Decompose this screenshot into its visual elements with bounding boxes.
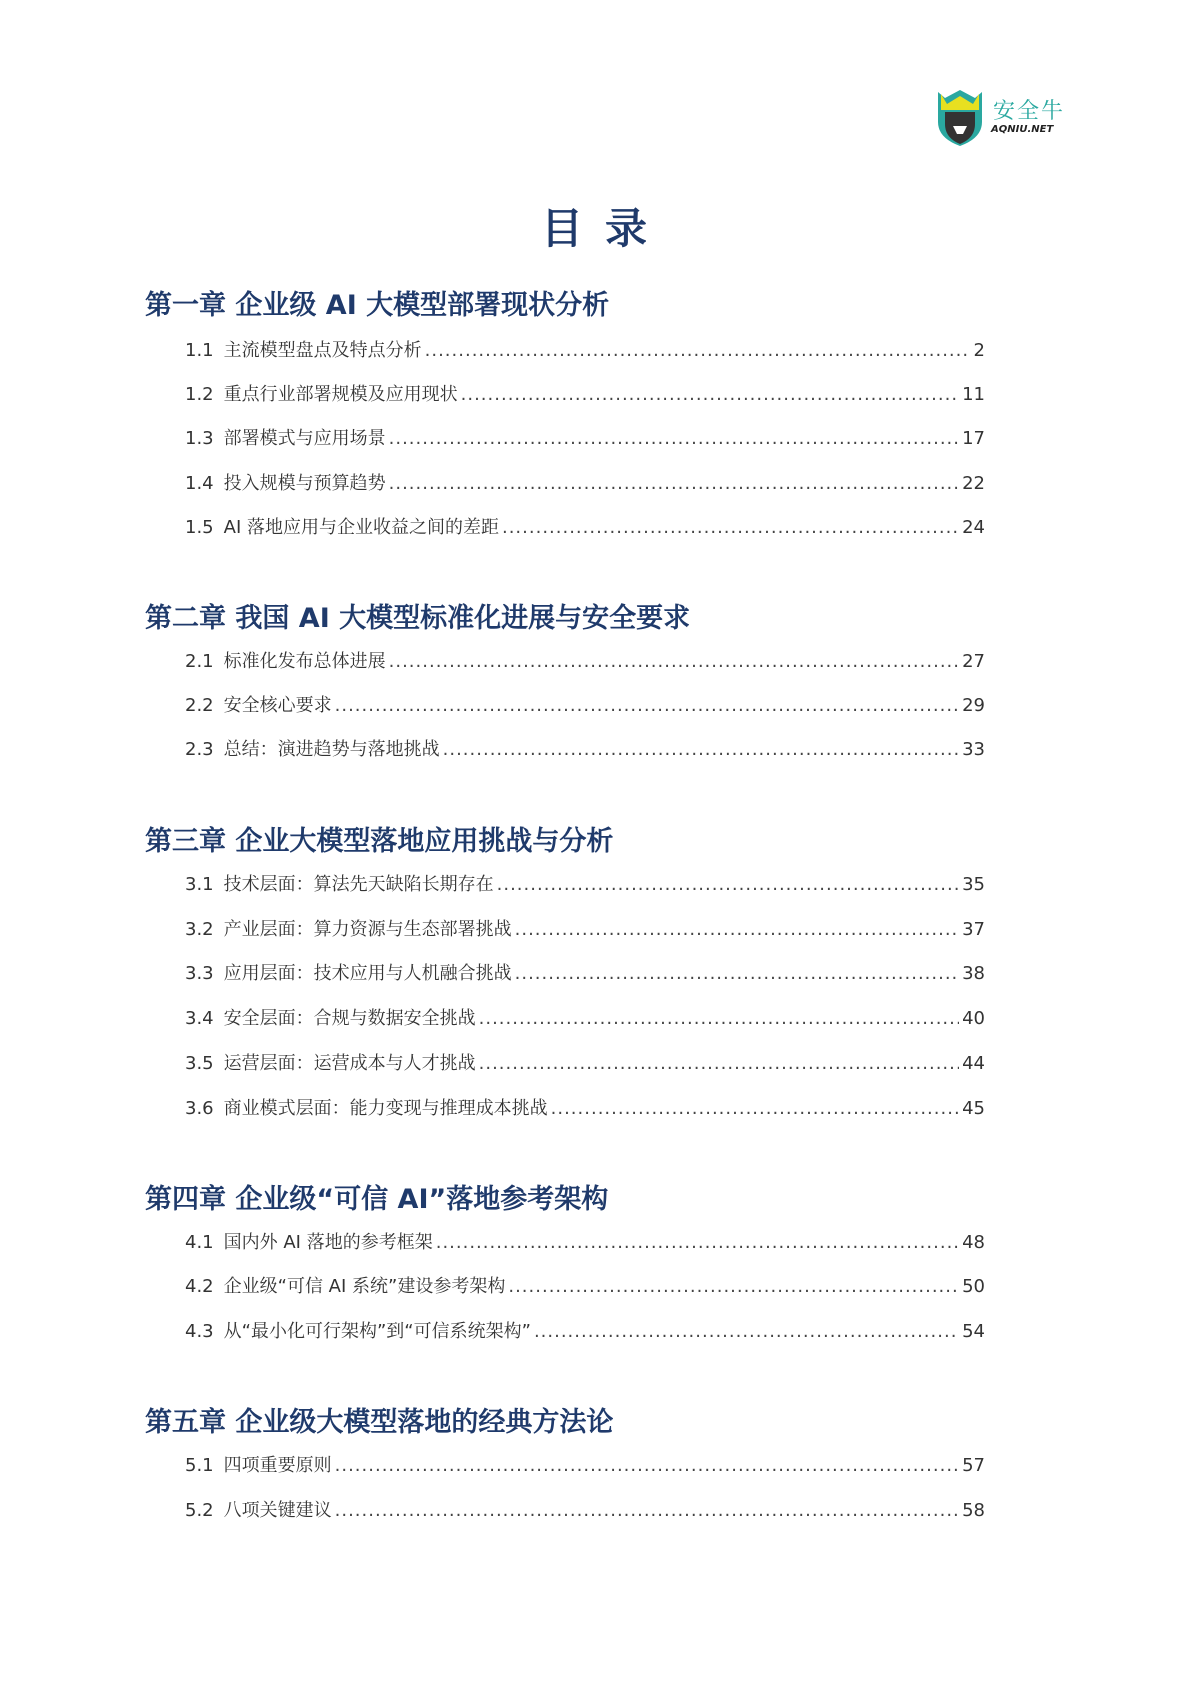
page-number: 48: [962, 1232, 985, 1253]
section-number: 4.3: [185, 1321, 214, 1342]
section-title: 投入规模与预算趋势: [223, 473, 386, 494]
section-number: 2.2: [185, 695, 214, 716]
section-number: 1.1: [185, 340, 214, 361]
dot-leader: [335, 695, 959, 716]
page-number: 11: [962, 384, 985, 405]
toc-entry[interactable]: [185, 959, 985, 985]
page-number: 54: [962, 1321, 985, 1342]
section-number: 2.3: [185, 739, 214, 760]
page-number: 44: [962, 1053, 985, 1074]
toc-entry[interactable]: [185, 380, 985, 406]
section-number: 5.2: [185, 1500, 214, 1521]
toc-entry[interactable]: [185, 1317, 985, 1343]
dot-leader: [551, 1098, 959, 1119]
section-number: 3.2: [185, 919, 214, 940]
section-title: 重点行业部署规模及应用现状: [223, 384, 458, 405]
toc-entry[interactable]: [185, 915, 985, 941]
dot-leader: [534, 1321, 959, 1342]
page-number: 24: [962, 517, 985, 538]
chapter-heading[interactable]: 第五章 企业级大模型落地的经典方法论: [145, 1407, 614, 1438]
section-number: 1.3: [185, 428, 214, 449]
toc-entry[interactable]: [185, 647, 985, 673]
section-title: 安全层面：合规与数据安全挑战: [223, 1008, 476, 1029]
chapter-heading[interactable]: 第一章 企业级 AI 大模型部署现状分析: [145, 290, 610, 321]
toc-entry[interactable]: [185, 1228, 985, 1254]
section-title: 企业级“可信 AI 系统”建设参考架构: [223, 1276, 506, 1297]
page-number: 27: [962, 651, 985, 672]
dot-leader: [479, 1008, 959, 1029]
page-number: 2: [973, 340, 985, 361]
dot-leader: [515, 919, 959, 940]
page-number: 35: [962, 874, 985, 895]
section-number: 4.1: [185, 1232, 214, 1253]
section-title: 运营层面：运营成本与人才挑战: [223, 1053, 476, 1074]
toc-entry[interactable]: [185, 691, 985, 717]
bull-shield-icon: [935, 84, 985, 148]
section-title: 安全核心要求: [223, 695, 332, 716]
dot-leader: [335, 1455, 959, 1476]
section-title: 标准化发布总体进展: [223, 651, 386, 672]
dot-leader: [436, 1232, 959, 1253]
chapter-heading[interactable]: 第二章 我国 AI 大模型标准化进展与安全要求: [145, 603, 691, 634]
toc-entry[interactable]: [185, 513, 985, 539]
section-title: 产业层面：算力资源与生态部署挑战: [223, 919, 512, 940]
dot-leader: [389, 473, 959, 494]
section-title: 商业模式层面：能力变现与推理成本挑战: [223, 1098, 548, 1119]
section-title: 从“最小化可行架构”到“可信系统架构”: [223, 1321, 531, 1342]
section-title: AI 落地应用与企业收益之间的差距: [223, 517, 499, 538]
dot-leader: [515, 963, 959, 984]
section-number: 3.4: [185, 1008, 214, 1029]
dot-leader: [443, 739, 959, 760]
section-number: 1.2: [185, 384, 214, 405]
page-number: 17: [962, 428, 985, 449]
dot-leader: [497, 874, 959, 895]
toc-entry[interactable]: [185, 1496, 985, 1522]
toc-entry[interactable]: [185, 1049, 985, 1075]
dot-leader: [425, 340, 971, 361]
section-title: 应用层面：技术应用与人机融合挑战: [223, 963, 512, 984]
section-number: 4.2: [185, 1276, 214, 1297]
dot-leader: [389, 651, 959, 672]
toc-entry[interactable]: [185, 424, 985, 450]
aqniu-logo: [935, 84, 1070, 148]
toc-entry[interactable]: [185, 870, 985, 896]
dot-leader: [502, 517, 959, 538]
dot-leader: [508, 1276, 959, 1297]
toc-entry[interactable]: [185, 336, 985, 362]
section-number: 2.1: [185, 651, 214, 672]
page-number: 40: [962, 1008, 985, 1029]
page-number: 57: [962, 1455, 985, 1476]
section-number: 3.5: [185, 1053, 214, 1074]
chapter-heading[interactable]: 第三章 企业大模型落地应用挑战与分析: [145, 826, 614, 857]
page-title: 目录: [540, 204, 669, 253]
page-number: 22: [962, 473, 985, 494]
chapter-heading[interactable]: 第四章 企业级“可信 AI”落地参考架构: [145, 1184, 609, 1215]
page-number: 38: [962, 963, 985, 984]
dot-leader: [479, 1053, 959, 1074]
page-number: 37: [962, 919, 985, 940]
toc-entry[interactable]: [185, 1272, 985, 1298]
logo-subtitle: AQNIU.NET: [991, 124, 1054, 135]
section-title: 四项重要原则: [223, 1455, 332, 1476]
section-title: 国内外 AI 落地的参考框架: [223, 1232, 433, 1253]
page-number: 45: [962, 1098, 985, 1119]
section-title: 八项关键建议: [223, 1500, 332, 1521]
toc-entry[interactable]: [185, 469, 985, 495]
section-number: 1.5: [185, 517, 214, 538]
page-number: 50: [962, 1276, 985, 1297]
section-number: 5.1: [185, 1455, 214, 1476]
toc-entry[interactable]: [185, 1451, 985, 1477]
section-number: 1.4: [185, 473, 214, 494]
toc-entry[interactable]: [185, 1004, 985, 1030]
page-number: 58: [962, 1500, 985, 1521]
section-number: 3.3: [185, 963, 214, 984]
toc-entry[interactable]: [185, 735, 985, 761]
dot-leader: [389, 428, 959, 449]
toc-entry[interactable]: [185, 1094, 985, 1120]
section-title: 部署模式与应用场景: [223, 428, 386, 449]
section-number: 3.1: [185, 874, 214, 895]
section-title: 总结：演进趋势与落地挑战: [223, 739, 440, 760]
section-title: 主流模型盘点及特点分析: [223, 340, 422, 361]
dot-leader: [335, 1500, 959, 1521]
dot-leader: [461, 384, 959, 405]
page-number: 33: [962, 739, 985, 760]
section-title: 技术层面：算法先天缺陷长期存在: [223, 874, 494, 895]
page-number: 29: [962, 695, 985, 716]
section-number: 3.6: [185, 1098, 214, 1119]
logo-name: 安全牛: [993, 99, 1066, 124]
